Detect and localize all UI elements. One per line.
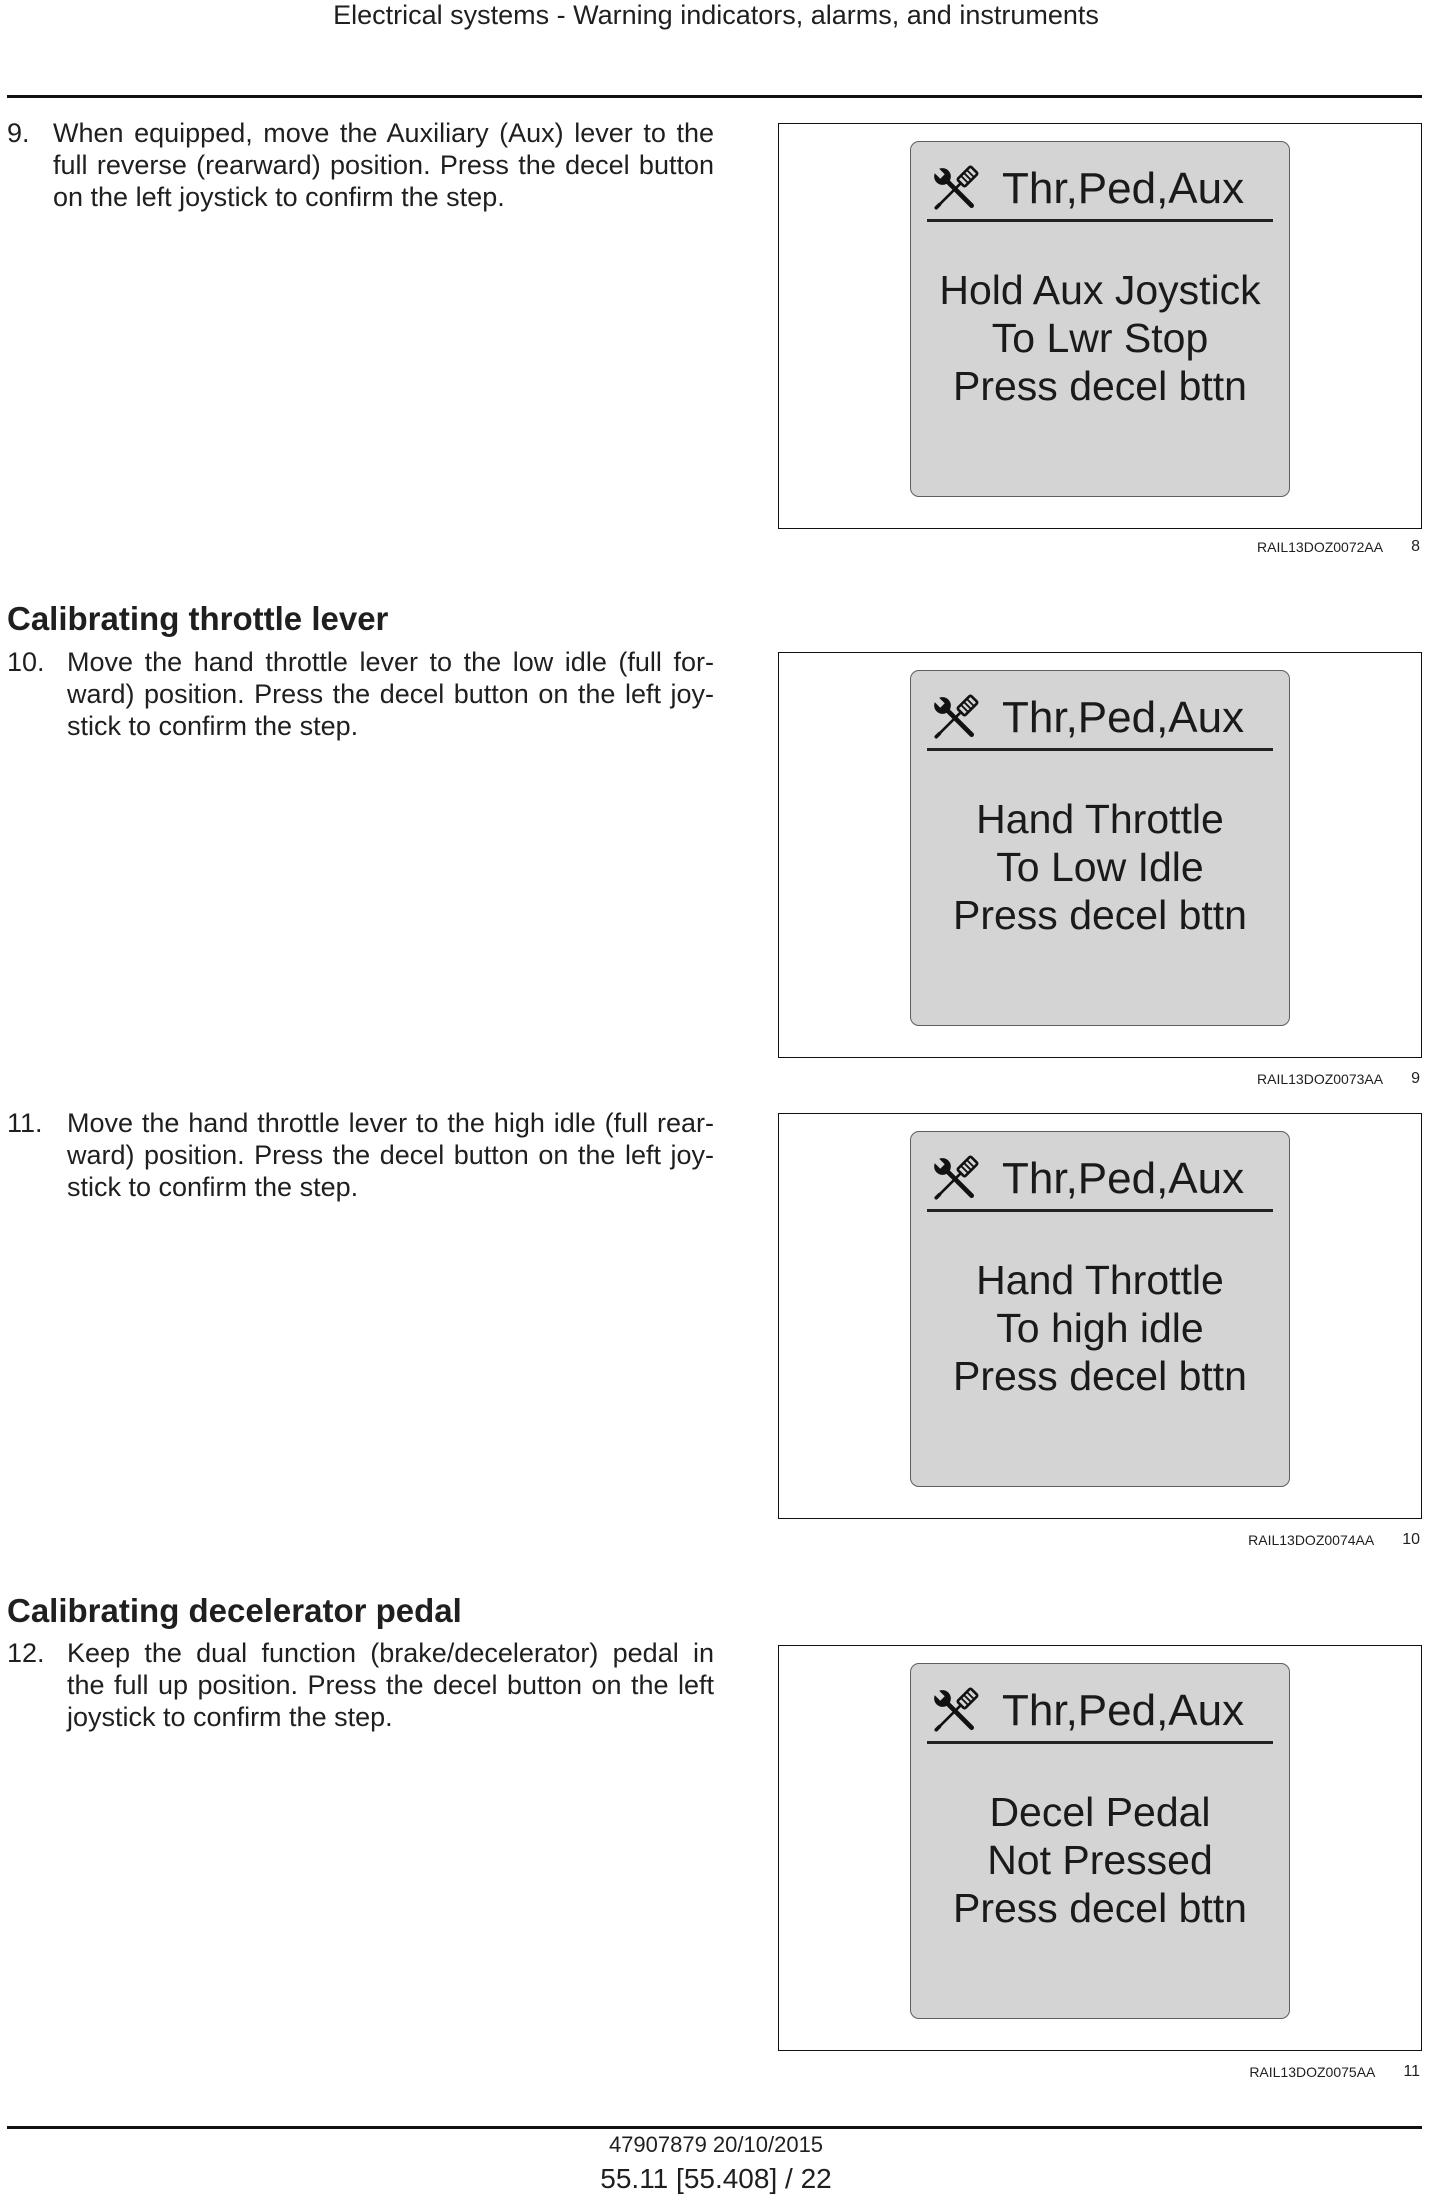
screen-message — [911, 266, 1289, 410]
figure-9 — [778, 652, 1422, 1058]
figure-10 — [778, 1113, 1422, 1519]
wrench-screwdriver-icon — [930, 1686, 980, 1736]
screen-message-line: Hand Throttle — [976, 796, 1224, 842]
display-screen — [910, 1663, 1290, 2019]
wrench-screwdriver-icon — [930, 164, 980, 214]
screen-message-line: Hold Aux Joystick — [939, 267, 1261, 313]
figure-caption — [1257, 537, 1420, 557]
screen-message-line: Not Pressed — [987, 1837, 1213, 1883]
screen-message-line: To Low Idle — [996, 844, 1204, 890]
display-screen — [910, 141, 1290, 497]
figure-code: RAIL13DOZ0073AA — [1257, 1071, 1384, 1087]
step-number: 9. — [7, 118, 30, 148]
figure-8 — [778, 123, 1422, 529]
screen-message-line: Press decel bttn — [953, 1885, 1247, 1931]
step-text-line: joystick to confirm the step. — [67, 1702, 393, 1732]
step-text-line: Move the hand throttle lever to the low idle (full for- — [67, 647, 714, 677]
screen-title: Thr,Ped,Aux — [1002, 164, 1245, 213]
display-screen — [910, 670, 1290, 1026]
step-text-line: When equipped, move the Auxiliary (Aux) lever to the — [53, 118, 714, 148]
footer-document-reference: 47907879 20/10/2015 — [608, 2132, 824, 2157]
figure-number: 8 — [1411, 538, 1420, 555]
step-number: 12. — [7, 1638, 45, 1668]
step-text-line: on the left joystick to confirm the step. — [53, 182, 505, 212]
screen-title: Thr,Ped,Aux — [1002, 1154, 1245, 1203]
screen-divider — [927, 1741, 1273, 1744]
figure-caption — [1248, 1530, 1420, 1550]
section-heading-throttle: Calibrating throttle lever — [7, 600, 389, 637]
step-text-line: stick to confirm the step. — [67, 1172, 359, 1202]
screen-message-line: To high idle — [996, 1305, 1204, 1351]
screen-header — [911, 1683, 1289, 1739]
display-screen — [910, 1131, 1290, 1487]
screen-message-line: Decel Pedal — [989, 1789, 1211, 1835]
figure-number: 11 — [1403, 2063, 1420, 2080]
wrench-screwdriver-icon — [930, 693, 980, 743]
figure-code: RAIL13DOZ0074AA — [1248, 1532, 1375, 1548]
figure-caption — [1249, 2062, 1420, 2082]
screen-message-line: Press decel bttn — [953, 892, 1247, 938]
step-number: 10. — [7, 647, 45, 677]
step-text-line: ward) position. Press the decel button on the left joy- — [67, 1140, 714, 1170]
step-text-line: full reverse (rearward) position. Press the decel button — [53, 150, 714, 180]
screen-message-line: Hand Throttle — [976, 1257, 1224, 1303]
screen-divider — [927, 1209, 1273, 1212]
screen-message-line: To Lwr Stop — [991, 315, 1209, 361]
figure-number: 10 — [1402, 1531, 1420, 1548]
figure-code: RAIL13DOZ0075AA — [1249, 2064, 1376, 2080]
screen-header — [911, 1151, 1289, 1207]
step-text — [67, 646, 714, 742]
figure-11 — [778, 1645, 1422, 2051]
screen-message — [911, 795, 1289, 939]
step-text-line: stick to confirm the step. — [67, 711, 359, 741]
step-text — [67, 1107, 714, 1203]
screen-divider — [927, 748, 1273, 751]
screen-message-line: Press decel bttn — [953, 363, 1247, 409]
figure-caption — [1257, 1069, 1420, 1089]
screen-message — [911, 1256, 1289, 1400]
page-header-title: Electrical systems - Warning indicators, alarms, and instruments — [333, 0, 1099, 30]
step-text-line: Keep the dual function (brake/decelerator) pedal in — [67, 1638, 714, 1668]
footer-page-reference: 55.11 [55.408] / 22 — [600, 2163, 832, 2194]
screen-header — [911, 161, 1289, 217]
section-heading-decelerator: Calibrating decelerator pedal — [7, 1592, 462, 1629]
step-text — [53, 117, 714, 213]
figure-number: 9 — [1411, 1070, 1420, 1087]
step-text — [67, 1637, 714, 1733]
screen-message — [911, 1788, 1289, 1932]
step-text-line: Move the hand throttle lever to the high idle (full rear- — [67, 1108, 714, 1138]
screen-header — [911, 690, 1289, 746]
screen-title: Thr,Ped,Aux — [1002, 1686, 1245, 1735]
screen-title: Thr,Ped,Aux — [1002, 693, 1245, 742]
screen-message-line: Press decel bttn — [953, 1353, 1247, 1399]
step-text-line: ward) position. Press the decel button on the left joy- — [67, 679, 714, 709]
step-number: 11. — [7, 1108, 43, 1138]
wrench-screwdriver-icon — [930, 1154, 980, 1204]
step-text-line: the full up position. Press the decel button on the left — [67, 1670, 714, 1700]
footer-rule — [7, 2126, 1422, 2129]
screen-divider — [927, 219, 1273, 222]
figure-code: RAIL13DOZ0072AA — [1257, 539, 1384, 555]
header-rule — [7, 95, 1422, 98]
